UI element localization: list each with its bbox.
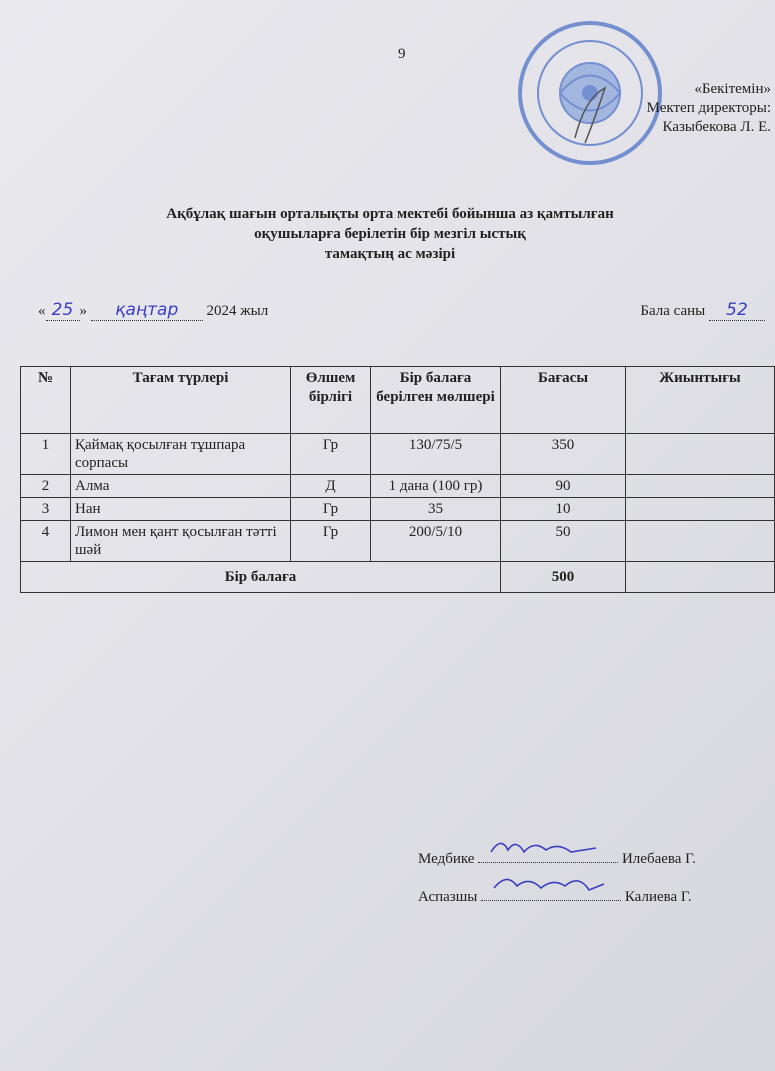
header-total: Жиынтығы <box>626 367 775 434</box>
signature-nurse <box>418 848 696 868</box>
approval-name: Казыбекова Л. Е. <box>662 119 771 135</box>
children-count-line <box>640 300 765 321</box>
row-number: 3 <box>21 498 71 521</box>
row-unit: Гр <box>291 498 371 521</box>
approval-block <box>647 80 771 137</box>
title-line-1: Ақбұлақ шағын орталықты орта мектебі бойынша аз қамтылған <box>166 206 614 222</box>
title-line-3: тамақтың ас мәзірі <box>324 246 456 262</box>
row-dish: Алма <box>71 475 291 498</box>
table-footer-row <box>21 562 775 593</box>
signature-role: Медбике <box>418 851 475 867</box>
row-number: 4 <box>21 521 71 562</box>
page-number: 9 <box>398 46 406 62</box>
row-dish: Қаймақ қосылған тұшпара сорпасы <box>71 434 291 475</box>
row-price: 50 <box>501 521 626 562</box>
approval-position: Мектеп директоры: <box>646 100 771 116</box>
title-line-2: оқушыларға берілетін бір мезгіл ыстық <box>254 226 526 242</box>
signature-role: Аспазшы <box>418 889 478 905</box>
row-number: 2 <box>21 475 71 498</box>
handwritten-signature-icon <box>489 872 609 898</box>
row-unit: Гр <box>291 521 371 562</box>
signature-line <box>478 848 618 863</box>
signature-cook <box>418 886 692 906</box>
signature-name: Илебаева Г. <box>621 851 696 867</box>
row-dish: Нан <box>71 498 291 521</box>
header-unit: Өлшем бірлігі <box>291 367 371 434</box>
footer-label: Бір балаға <box>21 562 501 593</box>
row-price: 350 <box>501 434 626 475</box>
row-total <box>626 521 775 562</box>
table-row <box>21 475 775 498</box>
row-amount: 200/5/10 <box>371 521 501 562</box>
signature-line <box>481 886 621 901</box>
approval-title: «Бекітемін» <box>694 81 771 97</box>
footer-price: 500 <box>501 562 626 593</box>
table-row <box>21 434 775 475</box>
document-title <box>60 204 720 264</box>
table-header-row <box>21 367 775 434</box>
date-year: 2024 жыл <box>206 303 269 319</box>
row-unit: Д <box>291 475 371 498</box>
signature-name: Калиева Г. <box>624 889 692 905</box>
table-row <box>21 498 775 521</box>
date-day: 25 <box>46 300 80 321</box>
header-number: № <box>21 367 71 434</box>
row-dish: Лимон мен қант қосылған тәтті шәй <box>71 521 291 562</box>
children-count-value: 52 <box>709 300 765 321</box>
row-total <box>626 475 775 498</box>
header-dish: Тағам түрлері <box>71 367 291 434</box>
table-row <box>21 521 775 562</box>
handwritten-signature-icon <box>486 834 606 860</box>
row-total <box>626 434 775 475</box>
row-number: 1 <box>21 434 71 475</box>
row-price: 90 <box>501 475 626 498</box>
children-count-label: Бала саны <box>640 303 706 319</box>
date-line <box>38 300 268 321</box>
footer-total <box>626 562 775 593</box>
header-price: Бағасы <box>501 367 626 434</box>
row-amount: 35 <box>371 498 501 521</box>
row-amount: 1 дана (100 гр) <box>371 475 501 498</box>
menu-table <box>20 366 775 593</box>
header-amount: Бір балаға берілген мөлшері <box>371 367 501 434</box>
row-total <box>626 498 775 521</box>
date-month: қаңтар <box>91 300 203 321</box>
row-amount: 130/75/5 <box>371 434 501 475</box>
school-stamp <box>515 18 665 168</box>
date-close-quote: » <box>79 303 87 319</box>
date-open-quote: « <box>38 303 46 319</box>
row-unit: Гр <box>291 434 371 475</box>
row-price: 10 <box>501 498 626 521</box>
